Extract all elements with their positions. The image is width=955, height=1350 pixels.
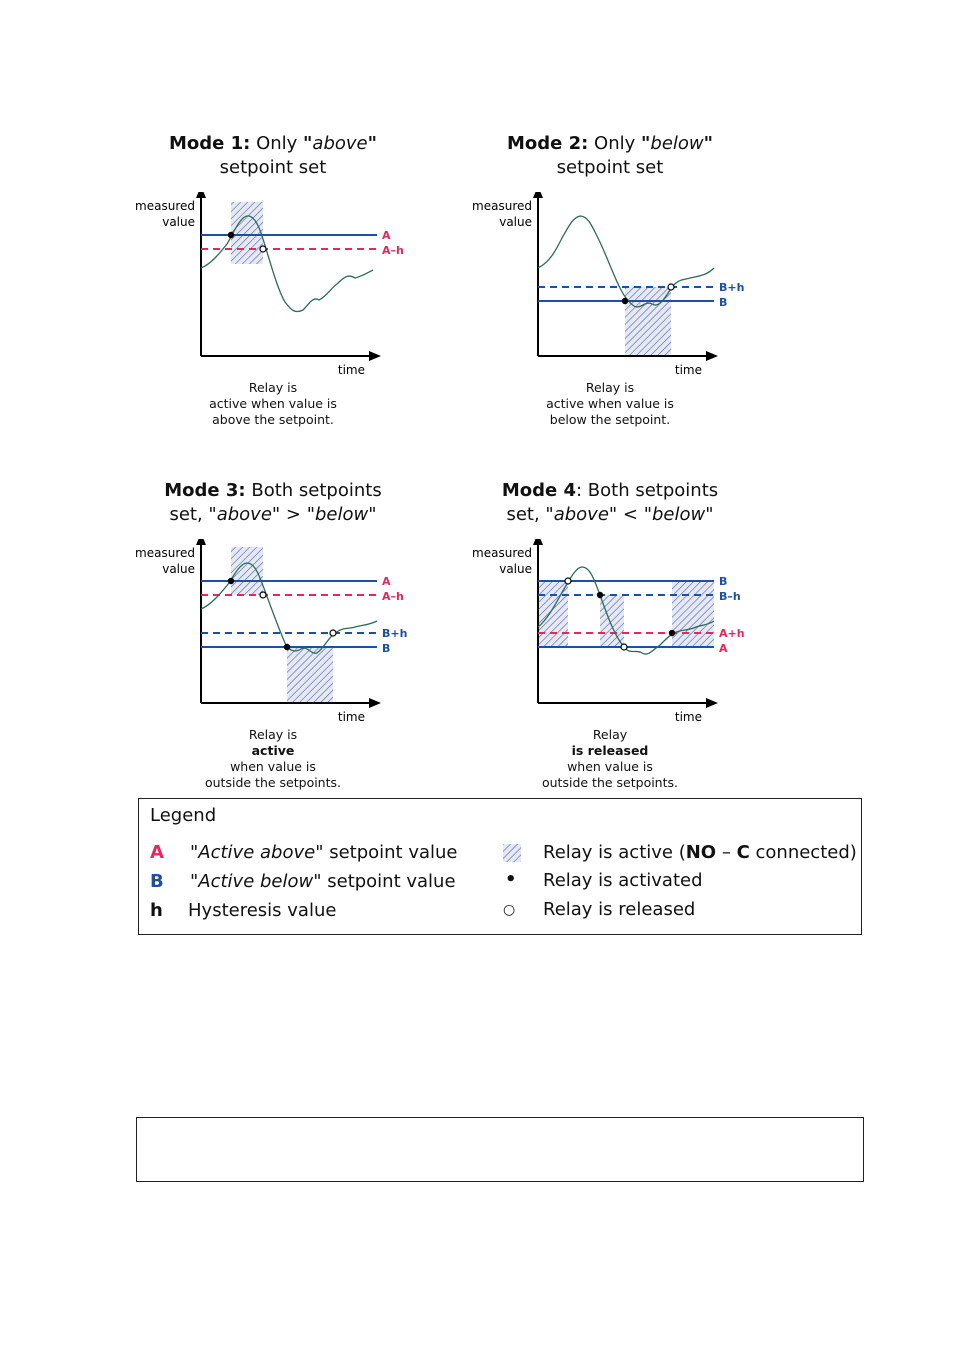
x-axis-arrow	[369, 698, 381, 708]
y-label-line2: value	[162, 562, 195, 576]
mode-1-diagram	[123, 132, 433, 432]
x-axis-arrow	[369, 351, 381, 361]
active-region-above	[231, 547, 263, 595]
relay-released-dot	[260, 246, 266, 252]
legend-text-h: Hysteresis value	[188, 900, 337, 921]
relay-activated-dot-1	[597, 592, 603, 598]
label-a: A	[382, 575, 391, 588]
x-label: time	[674, 710, 702, 724]
hollow-dot-icon: ○	[503, 902, 516, 918]
filled-dot-icon: •	[505, 869, 517, 890]
label-b-h: B–h	[719, 590, 741, 603]
legend-text-activated: Relay is activated	[543, 870, 703, 891]
label-a-h: A–h	[382, 244, 404, 257]
y-label-line1: measured	[135, 199, 195, 213]
y-axis-arrow	[196, 192, 206, 198]
measured-value-curve	[201, 216, 373, 312]
mode-4-chart	[460, 539, 770, 739]
active-region	[231, 202, 263, 264]
label-a: A	[382, 229, 391, 242]
relay-released-dot-2	[621, 644, 627, 650]
x-axis-arrow	[706, 351, 718, 361]
label-b: B	[719, 575, 728, 588]
label-b: B	[382, 642, 391, 655]
y-label-line1: measured	[472, 546, 532, 560]
empty-note-box	[136, 1117, 864, 1182]
mode-3-caption: Relay is active when value is outside the setpoints.	[204, 727, 341, 790]
mode-1-caption: Relay is active when value is above the setpoint.	[209, 380, 337, 427]
x-label: time	[337, 363, 365, 377]
mode-2-chart	[460, 192, 770, 392]
relay-released-dot	[668, 284, 674, 290]
active-region-below	[287, 647, 333, 703]
legend-text-released: Relay is released	[543, 899, 696, 920]
label-b-h: B+h	[719, 281, 745, 294]
legend-text-active: Relay is active (NO – C connected)	[543, 842, 857, 863]
mode-1-chart	[123, 192, 433, 392]
relay-activated-dot	[228, 232, 234, 238]
label-b-h: B+h	[382, 627, 408, 640]
y-axis-arrow	[533, 192, 543, 198]
mode-4-caption: Relay is released when value is outside the setpoints.	[541, 727, 678, 790]
relay-activated-dot	[622, 298, 628, 304]
mode-1-title: Mode 1: Only "above" setpoint set	[168, 133, 378, 178]
mode-3-diagram	[123, 479, 433, 790]
relay-released-dot-below	[330, 630, 336, 636]
active-region-3	[672, 581, 714, 647]
x-label: time	[674, 363, 702, 377]
y-axis-arrow	[533, 539, 543, 545]
y-axis-arrow	[196, 539, 206, 545]
label-a-h: A–h	[382, 590, 404, 603]
measured-value-curve	[201, 563, 377, 653]
legend-box	[138, 798, 862, 935]
y-label-line2: value	[162, 215, 195, 229]
legend-key-b: B	[150, 871, 164, 892]
label-a-h: A+h	[719, 627, 745, 640]
relay-activated-dot-2	[669, 630, 675, 636]
mode-4-diagram	[460, 479, 770, 790]
mode-2-title: Mode 2: Only "below" setpoint set	[506, 133, 714, 178]
label-a: A	[719, 642, 728, 655]
active-region	[625, 287, 671, 355]
legend-text-b: "Active below" setpoint value	[190, 871, 456, 892]
y-label-line1: measured	[135, 546, 195, 560]
relay-activated-dot-above	[228, 578, 234, 584]
mode-4-title: Mode 4: Both setpoints set, "above" < "below"	[501, 480, 719, 525]
label-b: B	[719, 296, 728, 309]
x-label: time	[337, 710, 365, 724]
mode-3-title: Mode 3: Both setpoints set, "above" > "below"	[164, 480, 382, 525]
legend-title: Legend	[150, 805, 217, 826]
legend-key-a: A	[150, 842, 164, 863]
mode-3-chart	[123, 539, 433, 739]
y-label-line1: measured	[472, 199, 532, 213]
relay-released-dot-1	[565, 578, 571, 584]
relay-released-dot-above	[260, 592, 266, 598]
mode-2-caption: Relay is active when value is below the setpoint.	[546, 380, 674, 427]
y-label-line2: value	[499, 562, 532, 576]
relay-activated-dot-below	[284, 644, 290, 650]
mode-2-diagram	[460, 132, 770, 432]
active-region-2	[600, 595, 624, 647]
x-axis-arrow	[706, 698, 718, 708]
legend-key-h: h	[150, 900, 163, 921]
hatch-icon	[503, 844, 521, 862]
legend-text-a: "Active above" setpoint value	[190, 842, 458, 863]
y-label-line2: value	[499, 215, 532, 229]
